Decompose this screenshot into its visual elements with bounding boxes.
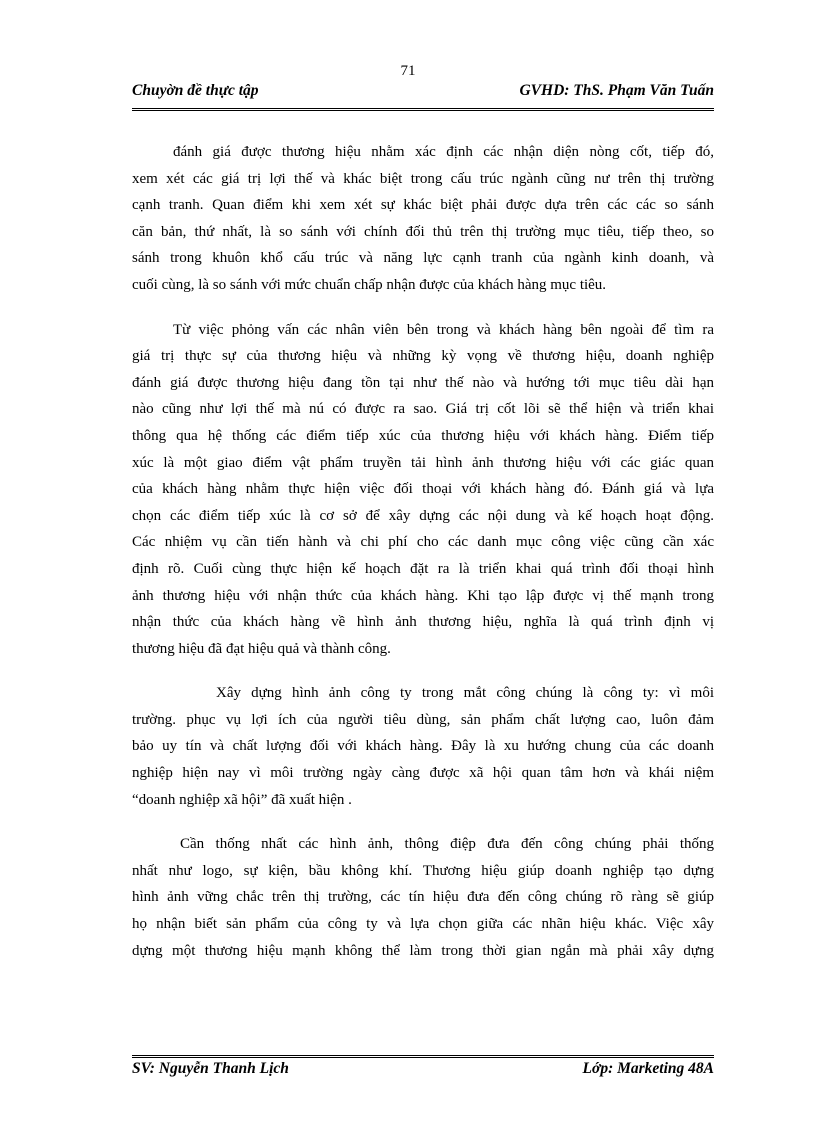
text-line: trường. phục vụ lợi ích của người tiêu dùng, sản phẩm chất lượng cao, luôn đảm [132,711,714,728]
text-line: sánh trong khuôn khổ cấu trúc và năng lực cạnh tranh của ngành kinh doanh, và [132,250,714,267]
footer-divider [132,1055,714,1058]
text-line: giá trị thực sự của thương hiệu và những kỳ vọng về thương hiệu, doanh nghiệp [132,348,714,365]
text-line: xem xét các giá trị lợi thế và khác biệt trong cấu trúc ngành cũng nư trên thị trường [132,170,714,187]
text-line: hình ảnh vững chắc trên thị trường, các tín hiệu đưa đến công chúng rõ ràng sẽ giúp [132,889,714,906]
text-line: đánh giá được thương hiệu đang tồn tại như thế nào và hướng tới mục tiêu dài hạn [132,374,714,391]
page-header [132,82,714,106]
text-line: định rõ. Cuối cùng thực hiện kế hoạch đặt ra là triển khai quá trình đối thoại hình [132,560,714,577]
header-divider [132,108,714,111]
paragraph [132,680,714,813]
paragraph [132,831,714,964]
text-line: dựng một thương hiệu mạnh không thể làm trong thời gian ngắn mà phải xây dựng [132,942,714,959]
text-line: nhất như logo, sự kiện, bầu không khí. Thương hiệu giúp doanh nghiệp tạo dựng [132,862,714,879]
text-line: xúc là một giao điểm vật phẩm truyền tải hình ảnh thương hiệu với các giác quan [132,454,714,471]
text-line: “doanh nghiệp xã hội” đã xuất hiện . [132,791,352,808]
text-line: họ nhận biết sản phẩm của công ty và lựa chọn giữa các nhãn hiệu khác. Việc xây [132,916,714,933]
page-number: 71 [400,63,416,79]
text-line: nhận thức của khách hàng về hình ảnh thương hiệu, nghĩa là quá trình định vị [132,614,714,631]
text-line: căn bản, thứ nhất, là so sánh với chính đối thủ trên thị trường mục tiêu, tiếp theo, so [132,223,714,240]
text-line: Xây dựng hình ảnh công ty trong mắt công chúng là công ty: vì môi [216,685,714,702]
header-document-title: Chuyờn đề thực tập [132,82,259,99]
text-line: đánh giá được thương hiệu nhằm xác định các nhận diện nòng cốt, tiếp đó, [173,144,714,160]
text-line: thương hiệu đã đạt hiệu quả và thành công. [132,640,391,657]
footer-student: SV: Nguyễn Thanh Lịch [132,1060,289,1077]
document-body [132,139,714,964]
text-line: Các nhiệm vụ cần tiến hành và chi phí cho các danh mục công việc cũng cần xác [132,534,714,551]
text-line: bảo uy tín và chất lượng đối với khách hàng. Đây là xu hướng chung của các doanh [132,738,714,755]
text-line: nghiệp hiện nay vì môi trường ngày càng được xã hội quan tâm hơn và khái niệm [132,765,714,782]
text-line: cạnh tranh. Quan điểm khi xem xét sự khác biệt phải được dựa trên các các so sánh [132,197,714,214]
text-line: nào cũng như lợi thế mà nú có được ra sao. Giá trị cốt lõi sẽ thể hiện và triển khai [132,401,714,418]
text-line: Từ việc phỏng vấn các nhân viên bên trong và khách hàng bên ngoài để tìm ra [173,321,714,338]
text-line: cuối cùng, là so sánh với mức chuẩn chấp nhận được của khách hàng mục tiêu. [132,276,607,293]
text-line: thông qua hệ thống các điểm tiếp xúc của thương hiệu với khách hàng. Điểm tiếp [132,427,714,444]
text-line: chọn các điểm tiếp xúc là cơ sở để xây dựng các nội dung và kế hoạch hoạt động. [132,507,714,524]
paragraph [132,139,714,299]
text-line: của khách hàng nhằm thực hiện việc đối thoại với khách hàng đó. Đánh giá và lựa [132,481,714,498]
text-line: Cần thống nhất các hình ảnh, thông điệp đưa đến công chúng phải thống [180,836,714,853]
footer-class: Lớp: Marketing 48A [582,1060,714,1077]
page-footer [132,1060,714,1084]
header-advisor: GVHD: ThS. Phạm Văn Tuấn [519,82,714,99]
text-line: ảnh thương hiệu với nhận thức của khách hàng. Khi tạo lập được vị thế mạnh trong [132,587,714,604]
paragraph [132,317,714,663]
